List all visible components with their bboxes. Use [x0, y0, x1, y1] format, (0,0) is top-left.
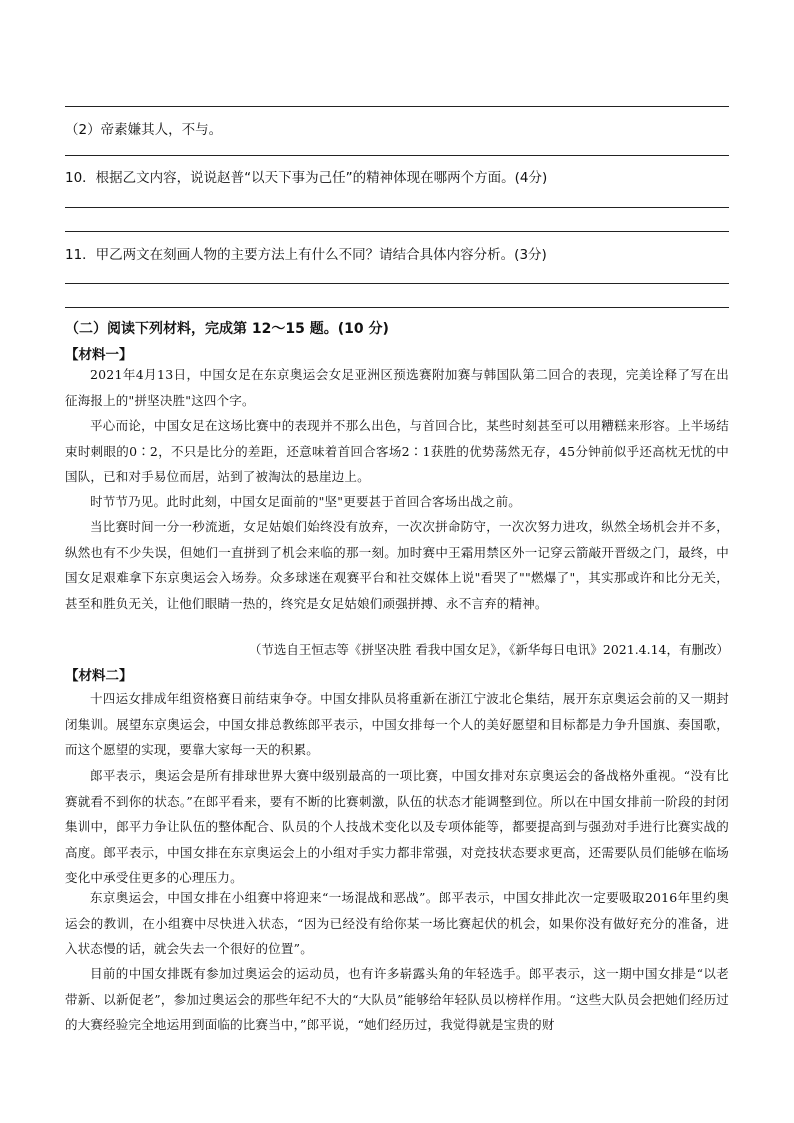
- material-2-label: 【材料二】: [65, 668, 133, 684]
- answer-line: [65, 283, 729, 284]
- question-11: 11．甲乙两文在刻画人物的主要方法上有什么不同？请结合具体内容分析。(3分): [65, 247, 547, 263]
- question-10: 10．根据乙文内容，说说赵普“以天下事为己任”的精神体现在哪两个方面。(4分): [65, 170, 548, 186]
- material-2-paragraph: 东京奥运会，中国女排在小组赛中将迎来“一场混战和恶战”。郎平表示，中国女排此次一定要吸取2016年里约奥运会的教训，在小组赛中尽快进入状态，“因为已经没有给你某一场比赛起伏的机会，如果你没有做好充分的准备，进入状态慢的话，就会失去一个很好的位置”。: [65, 890, 729, 956]
- answer-line: [65, 307, 729, 308]
- material-2-paragraph: 郎平表示，奥运会是所有排球世界大赛中级别最高的一项比赛，中国女排对东京奥运会的备战格外重视。“没有比赛就看不到你的状态。”在郎平看来，要有不断的比赛刺激，队伍的状态才能调整到位。所以在中国女排前一阶段的封闭集训中，郎平力争让队伍的整体配合、队员的个人技战术变化以及专项体能等，都要提高到与强劲对手进行比赛实战的高度。郎平表示，中国女排在东京奥运会上的小组对手实力都非常强，对竞技状态要求更高，还需要队员们能够在临场变化中承受住更多的心理压力。: [65, 768, 729, 885]
- material-1-source: （节选自王恒志等《拼坚决胜 看我中国女足》，《新华每日电讯》2021.4.14，有删改）: [248, 642, 729, 657]
- answer-line: [65, 155, 729, 156]
- answer-line: [65, 231, 729, 232]
- material-2-paragraph: 十四运女排成年组资格赛日前结束争夺。中国女排队员将重新在浙江宁波北仑集结，展开东京奥运会前的又一期封闭集训。展望东京奥运会，中国女排总教练郎平表示，中国女排每一个人的美好愿望和目标都是力争升国旗、奏国歌，而这个愿望的实现，要靠大家每一天的积累。: [65, 691, 729, 757]
- material-1-paragraph: 平心而论，中国女足在这场比赛中的表现并不那么出色，与首回合比，某些时刻甚至可以用糟糕来形容。上半场结束时刺眼的0∶2，不只是比分的差距，还意味着首回合客场2∶1获胜的优势荡然无存，45分钟前似乎还高枕无忧的中国队，已和对手易位而居，站到了被淘汰的悬崖边上。: [65, 418, 729, 484]
- answer-line: [65, 106, 729, 107]
- question-9-2: （2）帝素嫌其人，不与。: [65, 122, 223, 138]
- material-2-paragraph: 目前的中国女排既有参加过奥运会的运动员，也有许多崭露头角的年轻选手。郎平表示，这一期中国女排是“以老带新、以新促老”，参加过奥运会的那些年纪不大的“大队员”能够给年轻队员以榜样作用。“这些大队员会把她们经历过的大赛经验完全地运用到面临的比赛当中，”郎平说，“她们经历过，我觉得就是宝贵的财: [65, 966, 729, 1032]
- material-1-paragraph: 时节节乃见。此时此刻，中国女足面前的"坚"更要甚于首回合客场出战之前。: [90, 494, 522, 509]
- material-1-label: 【材料一】: [65, 347, 133, 363]
- answer-line: [65, 207, 729, 208]
- material-1-paragraph: 2021年4月13日，中国女足在东京奥运会女足亚洲区预选赛附加赛与韩国队第二回合的表现，完美诠释了写在出征海报上的"拼坚决胜"这四个字。: [65, 367, 729, 408]
- material-1-paragraph: 当比赛时间一分一秒流逝，女足姑娘们始终没有放弃，一次次拼命防守，一次次努力进攻，纵然全场机会并不多，纵然也有不少失误，但她们一直拼到了机会来临的那一刻。加时赛中王霜用禁区外一记穿云箭敲开晋级之门，最终，中国女足艰难拿下东京奥运会入场券。众多球迷在观赛平台和社交媒体上说"看哭了""燃爆了"，其实那或许和比分无关，甚至和胜负无关，让他们眼睛一热的，终究是女足姑娘们顽强拼搏、永不言弃的精神。: [65, 519, 729, 611]
- section-title: （二）阅读下列材料，完成第 12～15 题。(10 分): [65, 321, 389, 337]
